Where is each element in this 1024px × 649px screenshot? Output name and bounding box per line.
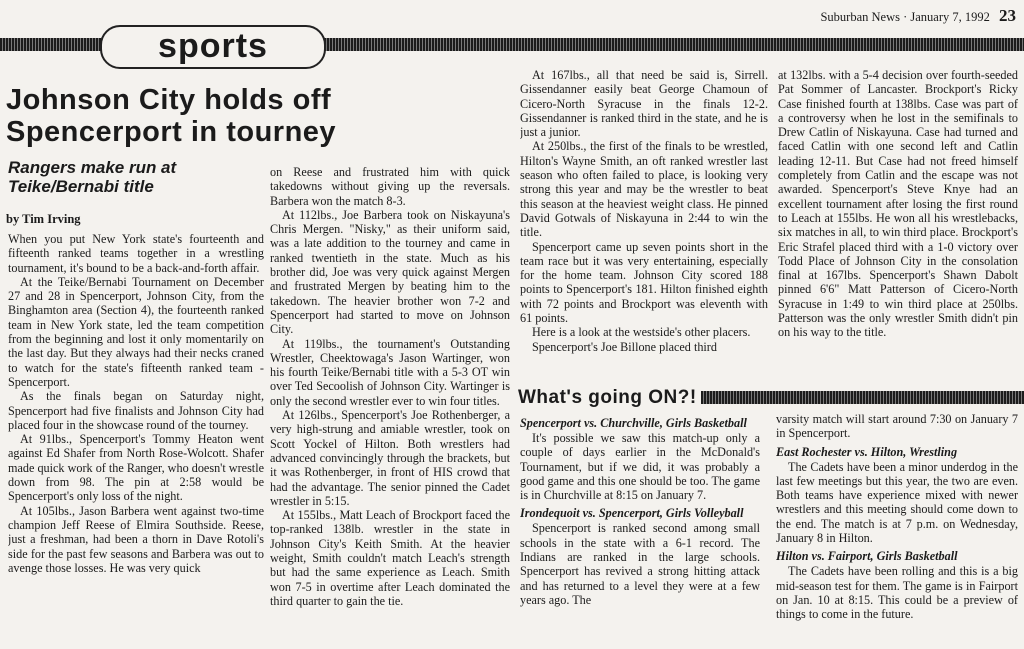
- paragraph: Here is a look at the westside's other placers.: [532, 325, 751, 340]
- event-text: varsity match will start around 7:30 on January 7 in Spencerport.: [776, 412, 1018, 441]
- paragraph: at 132lbs. with a 5-4 decision over fourth-seeded Pat Sommer of Lancaster. Brockport's Ricky Case finished fourth at 138lbs. Case was part of a controversy when he lost in the semifinals to Drew Catlin of Niskayuna. Case had turned and faced Catlin with one second left and Catlin leading 12-11. But Case had not freed himself completely from Catlin and the escape was not awarded. Spencerport's Steve Knye had an excellent tournament after losing the first round to Leach at 155lbs. He won all his wrestlebacks, six matches in all, to win third place. Brockport's Eric Strafel placed third with a 1-0 victory over Todd Place of Johnson City in the consolation final at 167lbs. Spencerport's Shawn Dabolt pinned 6'6" Matt Patterson of Cicero-North Syracuse in 1:49 to win third place at 250lbs. Patterson was the only wrestler Smith didn't pin on his way to the title.: [778, 68, 1018, 340]
- byline: by Tim Irving: [6, 212, 81, 226]
- paragraph: on Reese and frustrated him with quick takedowns without giving up the reversals. Barbera won the match 8-3.: [270, 165, 510, 208]
- paragraph: At 126lbs., Spencerport's Joe Rothenberger, a very high-strung and amiable wrestler, took on Scott Yockel of Hilton. Both wrestlers had advanced convincingly through the brackets, but it was Rothenberger, in front of HIS crowd that had the advantage. The senior pinned the Cadet wrestler in 5:15.: [270, 408, 510, 508]
- events-column-2: [776, 412, 1018, 647]
- event-heading: Hilton vs. Fairport, Girls Basketball: [776, 549, 958, 564]
- event-text: The Cadets have been rolling and this is a big mid-season test for them. The game is in Fairport on Jan. 10 at 8:15. This could be a preview of things to come in the future.: [776, 564, 1018, 622]
- paragraph: Spencerport came up seven points short in the team race but it was very entertaining, especially for the home team. Johnson City scored 188 points to Spencerport's 181. Hilton finished eighth with 72 points and Brockport was eleventh with 61 points.: [520, 239, 768, 326]
- article-column-1: [8, 232, 264, 647]
- whats-going-on-title: What's going ON?!: [518, 387, 701, 409]
- paragraph: At the Teike/Bernabi Tournament on December 27 and 28 in Spencerport, Johnson City, from the Binghamton area (Section 4), the fourteenth ranked team in New York state, led the team competition from the beginning and lost it only momentarily on the last day. But they always had their necks craned to watch for the state's fifteenth ranked team - Spencerport.: [8, 274, 264, 389]
- publication-date: Suburban News · January 7, 1992: [820, 10, 990, 24]
- paragraph: As the finals began on Saturday night, Spencerport had five finalists and Johnson City had placed four in the showcase round of the tourney.: [8, 389, 264, 432]
- paragraph: At 250lbs., the first of the finals to be wrestled, Hilton's Wayne Smith, an oft ranked wrestler last season who often failed to place, is looking very strong this year and may be the wrestler to beat this season at the heaviest weight class. He pinned David Gotwals of Niskayuna in 2:44 to win the title.: [520, 139, 768, 240]
- article-column-3: [520, 68, 768, 388]
- subheadline: Rangers make run at Teike/Bernabi title: [8, 158, 177, 196]
- event-heading: Irondequoit vs. Spencerport, Girls Volleyball: [520, 506, 744, 521]
- article-column-4: [778, 68, 1018, 388]
- paragraph: At 167lbs., all that need be said is, Sirrell. Gissendanner easily beat George Chamoun of Cicero-North Syracuse in the finals 12-2. Gissendanner is ranked third in the state, and he is just a junior.: [520, 68, 768, 140]
- event-text: It's possible we saw this match-up only a couple of days earlier in the McDonald's Tournament, but if we did, it was probably a good game and this one should be too. The game is in Churchville at 8:15 on January 7.: [520, 431, 760, 503]
- events-column-1: [520, 412, 760, 647]
- section-label: sports: [100, 25, 326, 69]
- paragraph: At 155lbs., Matt Leach of Brockport faced the top-ranked 138lb. wrestler in the state in Johnson City's Keith Smith. At the heavier weight, Smith couldn't match Leach's strength but had the same experience as Leach. Smith won 7-5 in overtime after Leach dominated the third quarter to gain the tie.: [270, 508, 510, 608]
- page-number: 23: [999, 6, 1016, 25]
- paragraph: At 112lbs., Joe Barbera took on Niskayuna's Chris Mergen. "Nisky," as their uniform said, was a late addition to the tourney and came in ranked twentieth in the state. Much as his brother did, Joe was very quick against Mergen and frustrated Mergen by beating him to the takedown. The heavier brother won 7-2 and Spencerport had started to move on Johnson City.: [270, 207, 510, 337]
- paragraph: At 91lbs., Spencerport's Tommy Heaton went against Ed Shafer from North Rose-Wolcott. Shafer made quick work of the Ranger, who doesn't wrestle down from 98. The pin at 2:58 would be Spencerport's only loss of the night.: [8, 432, 264, 504]
- paragraph: Spencerport's Joe Billone placed third: [532, 339, 717, 354]
- event-text: Spencerport is ranked second among small schools in the state with a 6-1 record. The Indians are ranked in the large schools. Spencerport has revived a strong hitting attack and has returned to a level they were at a few years ago. The: [520, 521, 760, 607]
- paragraph: At 119lbs., the tournament's Outstanding Wrestler, Cheektowaga's Jason Wartinger, won his fourth Teike/Bernabi title with a 5-3 OT win over Ted Secoolish of Johnson City. Wartinger is only the second wrestler ever to win four titles.: [270, 336, 510, 408]
- event-heading: Spencerport vs. Churchville, Girls Basketball: [520, 416, 747, 430]
- paragraph: When you put New York state's fourteenth and fifteenth ranked teams together in a wrestling tournament, it's bound to be a back-and-forth affair.: [8, 232, 264, 275]
- article-column-2: [270, 165, 510, 647]
- event-text: The Cadets have been a minor underdog in the last few meetings but this year, the two are even. Both teams have experience mixed with newer wrestlers and this meeting should come down to the end. The match is at 7 p.m. on Wednesday, January 8 in Hilton.: [776, 459, 1018, 546]
- event-heading: East Rochester vs. Hilton, Wrestling: [776, 444, 958, 459]
- page-header: [820, 6, 1016, 26]
- paragraph: At 105lbs., Jason Barbera went against two-time champion Jeff Reese of Elmira Southside. Reese, just a freshman, had been a thorn in Dave Rotoli's side for the past few seasons and Barbera was out to avenge those losses. He was very quick: [8, 503, 264, 575]
- headline: Johnson City holds off Spencerport in tourney: [6, 84, 337, 148]
